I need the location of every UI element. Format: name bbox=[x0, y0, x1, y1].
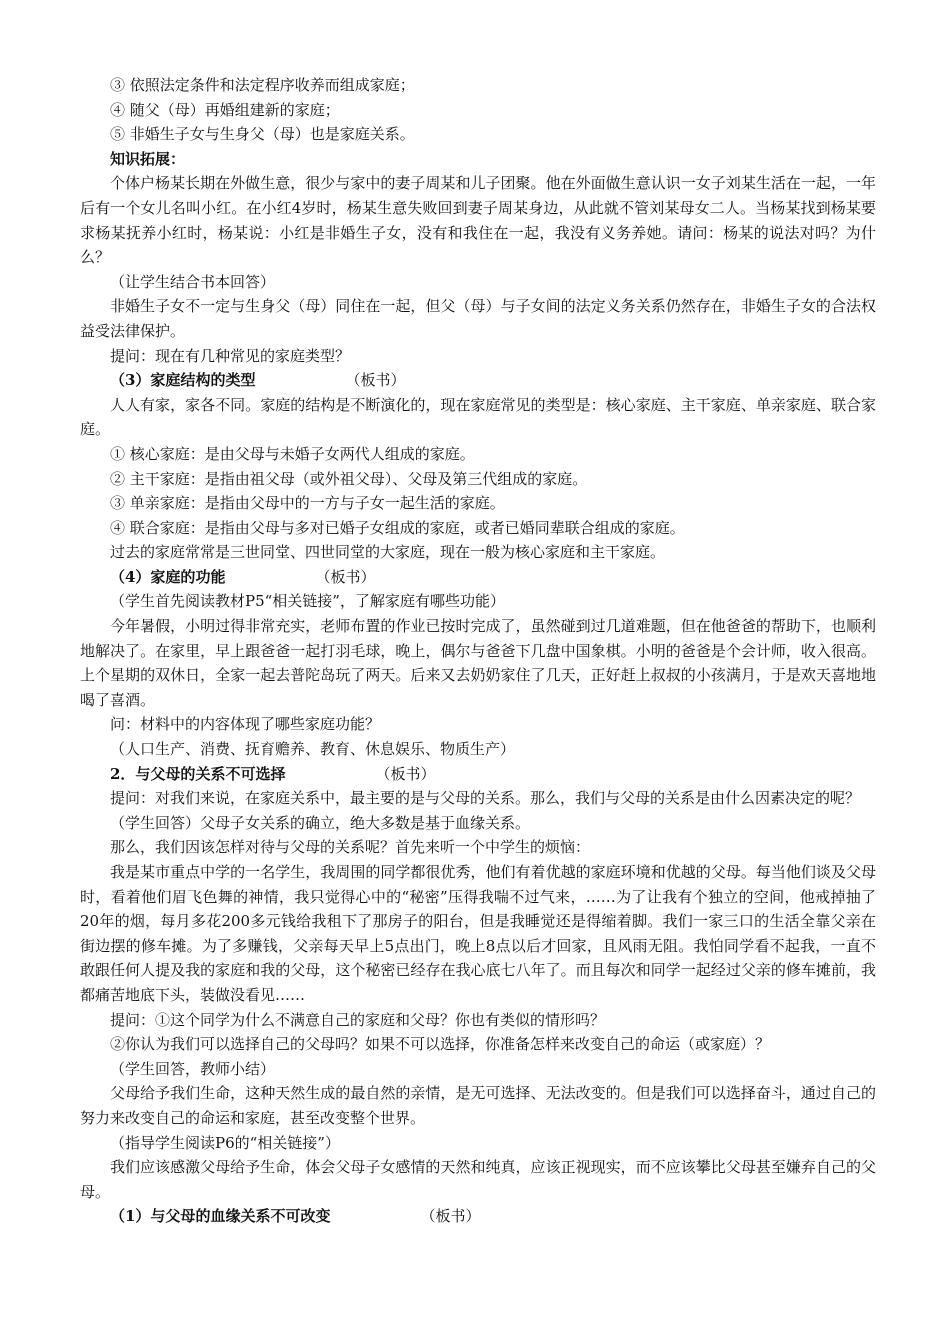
paragraph-text: ②你认为我们可以选择自己的父母吗？如果不可以选择，你准备怎样来改变自己的命运（或家庭）？ bbox=[110, 1035, 771, 1054]
paragraph-text: 个体户杨某长期在外做生意，很少与家中的妻子周某和儿子团聚。他在外面做生意认识一女子刘某生活在一起，一年后有一个女儿名叫小红。在小红4岁时，杨某生意失败回到妻子周某身边，从此就不管刘某母女二人。当杨某找到杨某要求杨某抚养小红时，杨某说：小红是非婚生子女，没有和我住在一起，我没有义务养她。请问：杨某的说法对吗？为什么？ bbox=[80, 174, 876, 267]
paragraph-text: ③ 单亲家庭：是指由父母中的一方与子女一起生活的家庭。 bbox=[110, 494, 505, 513]
paragraph-text: 提问：现在有几种常见的家庭类型？ bbox=[110, 346, 351, 365]
paragraph-text: （学生回答，教师小结） bbox=[110, 1059, 276, 1078]
paragraph-text: 人人有家，家各不同。家庭的结构是不断演化的，现在家庭常见的类型是：核心家庭、主干家庭、单亲家庭、联合家庭。 bbox=[80, 395, 876, 439]
paragraph bbox=[80, 516, 876, 541]
heading-text: 2．与父母的关系不可选择 bbox=[110, 764, 286, 783]
paragraph-text: ④ 联合家庭：是指由父母与多对已婚子女组成的家庭，或者已婚同辈联合组成的家庭。 bbox=[110, 518, 685, 537]
blackboard-tag: （板书） bbox=[375, 764, 436, 783]
heading-text: 知识拓展： bbox=[110, 149, 186, 168]
heading-text: （3）家庭结构的类型 bbox=[110, 371, 256, 390]
paragraph bbox=[80, 835, 876, 860]
paragraph bbox=[80, 712, 876, 737]
paragraph-text: ① 核心家庭：是由父母与未婚子女两代人组成的家庭。 bbox=[110, 444, 475, 463]
paragraph-text: 问：材料中的内容体现了哪些家庭功能？ bbox=[110, 715, 381, 734]
paragraph-text: ④ 随父（母）再婚组建新的家庭； bbox=[110, 100, 340, 119]
heading-text: （4）家庭的功能 bbox=[110, 567, 226, 586]
paragraph bbox=[80, 737, 876, 762]
heading-text: （1）与父母的血缘关系不可改变 bbox=[110, 1207, 331, 1226]
paragraph-text: 提问：对我们来说，在家庭关系中，最主要的是与父母的关系。那么，我们与父母的关系是由什么因素决定的呢？ bbox=[110, 789, 861, 808]
paragraph-text: （学生首先阅读教材P5“相关链接”，了解家庭有哪些功能） bbox=[110, 592, 505, 611]
paragraph bbox=[80, 1131, 876, 1156]
paragraph bbox=[80, 270, 876, 295]
paragraph-text: 提问：①这个同学为什么不满意自己的家庭和父母？你也有类似的情形吗？ bbox=[110, 1010, 606, 1029]
blackboard-tag: （板书） bbox=[420, 1207, 481, 1226]
section-heading bbox=[80, 147, 876, 172]
document-page bbox=[80, 73, 876, 1229]
paragraph bbox=[80, 614, 876, 712]
blackboard-tag: （板书） bbox=[345, 371, 406, 390]
blackboard-tag: （板书） bbox=[315, 567, 376, 586]
paragraph bbox=[80, 467, 876, 492]
paragraph-text: 父母给予我们生命，这种天然生成的最自然的亲情，是无可选择、无法改变的。但是我们可以选择奋斗，通过自己的努力来改变自己的命运和家庭，甚至改变整个世界。 bbox=[80, 1084, 876, 1127]
paragraph-text: 我是某市重点中学的一名学生，我周围的同学都很优秀，他们有着优越的家庭环境和优越的父母。每当他们谈及父母时，看着他们眉飞色舞的神情，我只觉得心中的“秘密”压得我喘不过气来，……为了让我有个独立的空间，他戒掉抽了20年的烟，每月多花200多元钱给我租下了那房子的阳台，但是我睡觉还是得缩着脚。我们一家三口的生活全靠父亲在街边摆的修车摊。为了多赚钱，父亲每天早上5点出门，晚上8点以后才回家，且风雨无阻。我怕同学看不起我，一直不敢跟任何人提及我的家庭和我的父母，这个秘密已经存在我心底七八年了。而且每次和同学一起经过父亲的修车摊前，我都痛苦地底下头，装做没看见…… bbox=[80, 863, 876, 1004]
paragraph bbox=[80, 294, 876, 343]
paragraph bbox=[80, 1081, 876, 1130]
paragraph bbox=[80, 442, 876, 467]
paragraph bbox=[80, 786, 876, 811]
paragraph bbox=[80, 1008, 876, 1033]
paragraph-text: （让学生结合书本回答） bbox=[110, 272, 276, 291]
paragraph bbox=[80, 540, 876, 565]
paragraph bbox=[80, 393, 876, 442]
paragraph-text: （指导学生阅读P6的“相关链接”） bbox=[110, 1133, 340, 1152]
paragraph bbox=[80, 344, 876, 369]
paragraph bbox=[80, 860, 876, 1008]
paragraph-text: ③ 依照法定条件和法定程序收养而组成家庭； bbox=[110, 76, 415, 94]
paragraph bbox=[80, 589, 876, 614]
paragraph-text: 那么，我们因该怎样对待与父母的关系呢？首先来听一个中学生的烦恼： bbox=[110, 838, 591, 857]
paragraph-text: 非婚生子女不一定与生身父（母）同住在一起，但父（母）与子女间的法定义务关系仍然存在，非婚生子女的合法权益受法律保护。 bbox=[80, 297, 876, 340]
paragraph-text: 过去的家庭常常是三世同堂、四世同堂的大家庭，现在一般为核心家庭和主干家庭。 bbox=[110, 543, 666, 562]
paragraph-text: 我们应该感激父母给予生命，体会父母子女感情的天然和纯真，应该正视现实，而不应该攀比父母甚至嫌弃自己的父母。 bbox=[80, 1158, 876, 1201]
paragraph bbox=[80, 1057, 876, 1082]
paragraph bbox=[80, 73, 876, 98]
paragraph bbox=[80, 98, 876, 123]
section-heading bbox=[80, 1204, 876, 1229]
paragraph bbox=[80, 1032, 876, 1057]
paragraph-text: （学生回答）父母子女关系的确立，绝大多数是基于血缘关系。 bbox=[110, 813, 531, 832]
paragraph-text: ⑤ 非婚生子女与生身父（母）也是家庭关系。 bbox=[110, 125, 415, 144]
section-heading bbox=[80, 762, 876, 787]
paragraph bbox=[80, 491, 876, 516]
paragraph bbox=[80, 811, 876, 836]
section-heading bbox=[80, 565, 876, 590]
paragraph-text: （人口生产、消费、抚育赡养、教育、休息娱乐、物质生产） bbox=[110, 740, 516, 759]
section-heading bbox=[80, 368, 876, 393]
paragraph bbox=[80, 171, 876, 269]
paragraph-text: 今年暑假，小明过得非常充实，老师布置的作业已按时完成了，虽然碰到过几道难题，但在他爸爸的帮助下，也顺利地解决了。在家里，早上跟爸爸一起打羽毛球，晚上，偶尔与爸爸下几盘中国象棋。小明的爸爸是个会计师，收入很高。上个星期的双休日，全家一起去普陀岛玩了两天。后来又去奶奶家住了几天，正好赶上叔叔的小孩满月，于是欢天喜地地喝了喜酒。 bbox=[80, 617, 876, 709]
paragraph bbox=[80, 122, 876, 147]
paragraph bbox=[80, 1155, 876, 1204]
paragraph-text: ② 主干家庭：是指由祖父母（或外祖父母）、父母及第三代组成的家庭。 bbox=[110, 469, 588, 488]
